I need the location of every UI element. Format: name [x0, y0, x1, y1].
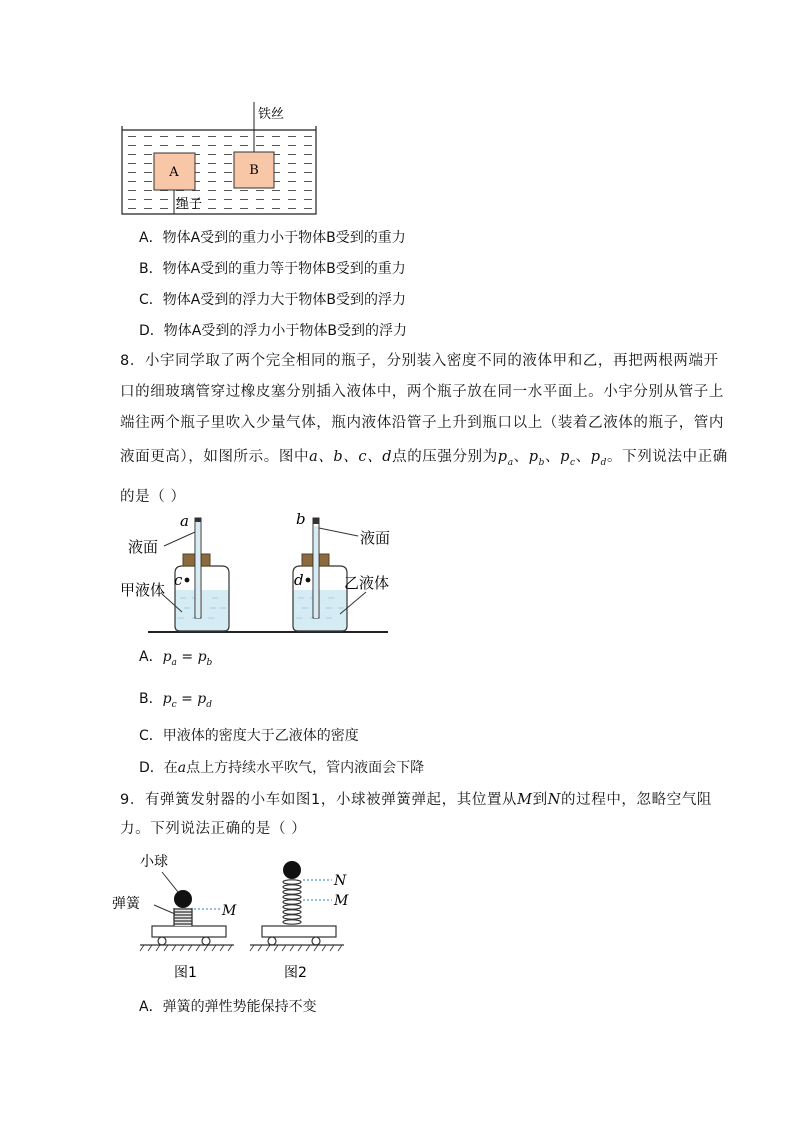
label-fig2-m: M: [334, 893, 349, 909]
label-surface-right: 液面: [360, 529, 391, 547]
label-liquid-yi: 乙液体: [344, 574, 390, 592]
q9-line-1: 9．有弹簧发射器的小车如图1，小球被弹簧弹起，其位置从M到N的过程中，忽略空气阻: [120, 792, 713, 808]
q8-line-4-post: 。下列说法中正确: [607, 449, 728, 465]
fig1-spring: [174, 908, 192, 926]
caption-fig2: 图2: [284, 965, 307, 981]
q7-option-d: D．物体A受到的浮力小于物体B受到的浮力: [139, 323, 407, 339]
q8-pb: $p_b$: [528, 449, 546, 468]
q8-option-a-lhs: $p_a$: [162, 649, 177, 668]
q8-option-c: C．甲液体的密度大于乙液体的密度: [139, 728, 359, 744]
q8-pd: $p_d$: [590, 449, 608, 468]
q8-option-b-lhs: $p_c$: [162, 691, 177, 710]
tube-right-liquid: [314, 526, 318, 618]
q8-option-d-var: a: [177, 760, 187, 776]
q7-option-c: C．物体A受到的浮力大于物体B受到的浮力: [139, 292, 406, 308]
q8-line-2: 口的细玻璃管穿过橡皮塞分别插入液体中，两个瓶子放在同一水平面上。小宇分别从管子上: [120, 384, 724, 400]
label-d: d: [294, 571, 304, 589]
point-b-cap: [313, 518, 319, 524]
caption-fig1: 图1: [174, 965, 197, 981]
surface-left-pointer: [164, 532, 195, 546]
q8-line-5: 的是（ ）: [120, 489, 186, 505]
fig2-cart: [250, 926, 344, 951]
rope-label: 绳子: [176, 197, 203, 212]
figure-q9-launcher: [108, 848, 358, 982]
figure-q8-bottles: [112, 508, 392, 636]
q8-line-1: 8．小宇同学取了两个完全相同的瓶子，分别装入密度不同的液体甲和乙，再把两根两端开: [120, 353, 719, 369]
q7-option-a: A．物体A受到的重力小于物体B受到的重力: [139, 230, 406, 246]
label-ball: 小球: [140, 854, 168, 870]
q9-option-a: A．弹簧的弹性势能保持不变: [139, 999, 317, 1015]
label-surface-left: 液面: [128, 538, 159, 556]
point-d-dot: [306, 578, 311, 583]
iron-wire-label: 铁丝: [258, 107, 285, 122]
fig1-ball: [174, 890, 192, 908]
spring-pointer: [154, 905, 175, 914]
q8-option-b: B．$p_c = p_d$: [139, 691, 212, 710]
q7-option-b: B．物体A受到的重力等于物体B受到的重力: [139, 261, 406, 277]
tube-left-liquid: [196, 522, 200, 618]
label-spring: 弹簧: [112, 896, 140, 912]
point-a-cap: [195, 518, 201, 522]
q8-line-4-pre: 液面更高），如图所示。图中: [120, 449, 310, 465]
label-liquid-jia: 甲液体: [120, 581, 166, 599]
fig2-ball: [283, 861, 301, 879]
fig2-spring: [283, 880, 301, 924]
q9-point-m: M: [517, 792, 533, 808]
label-fig1-m: M: [222, 903, 237, 919]
q9-point-n: N: [547, 792, 562, 808]
q8-line-4-mid: 点的压强分别为: [392, 449, 498, 465]
q8-option-b-rhs: $p_d$: [197, 691, 212, 710]
fig1-cart: [140, 926, 234, 951]
label-fig2-n: N: [334, 873, 347, 889]
water-fill: [122, 130, 316, 214]
label-a: a: [180, 512, 189, 530]
q8-points: a、b、c、d: [309, 449, 393, 465]
label-b: b: [296, 510, 306, 528]
q8-pa: $p_a$: [497, 449, 514, 468]
liquid-yi: [293, 590, 347, 631]
q8-pc: $p_c$: [560, 449, 576, 468]
q8-option-a-rhs: $p_b$: [197, 649, 213, 668]
q8-option-a: A．$p_a = p_b$: [139, 649, 213, 668]
liquid-jia: [175, 590, 229, 631]
block-b-label: B: [249, 163, 259, 178]
point-c-dot: [185, 578, 190, 583]
ball-pointer: [162, 872, 178, 892]
q8-option-d: D．在a点上方持续水平吹气，管内液面会下降: [139, 760, 425, 776]
label-c: c: [174, 571, 183, 589]
block-a-label: A: [169, 165, 179, 180]
q8-line-3: 端往两个瓶子里吹入少量气体，瓶内液体沿管子上升到瓶口以上（装着乙液体的瓶子，管内: [120, 415, 724, 431]
figure-q7-tank: [110, 96, 320, 220]
q8-line-4: 液面更高），如图所示。图中a、b、c、d点的压强分别为$p_a$、$p_b$、$p_c$、$p_d$。下列说法中正确: [120, 449, 728, 468]
surface-right-pointer: [319, 528, 358, 536]
q9-line-2: 力。下列说法正确的是（ ）: [120, 821, 307, 837]
